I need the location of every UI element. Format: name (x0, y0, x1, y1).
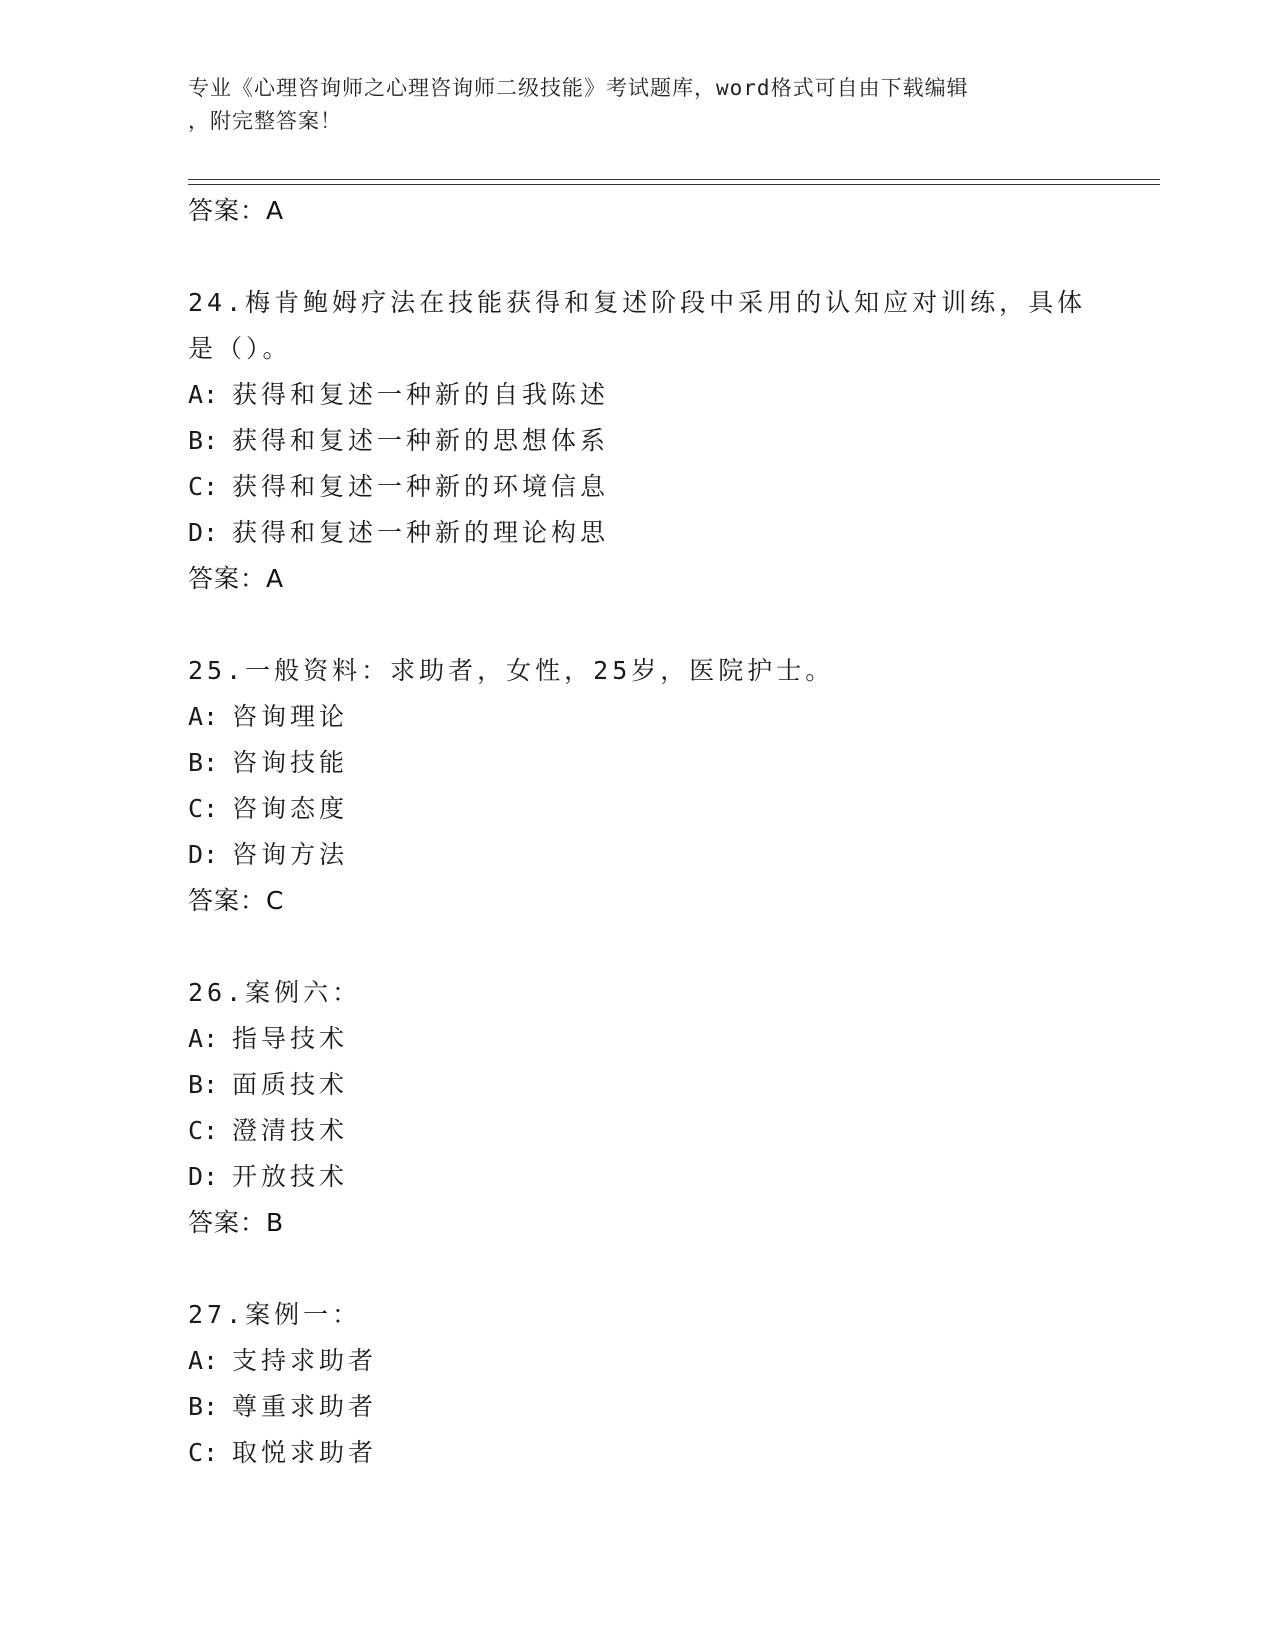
question-answer: 答案：B (188, 1208, 285, 1237)
question-list (188, 188, 1088, 1476)
answer-option (188, 510, 1088, 556)
option-key: B: (188, 748, 219, 777)
option-text: 取悦求助者 (232, 1438, 378, 1467)
question-stem: 是（）。 (188, 334, 292, 363)
question-answer: 答案：C (188, 886, 285, 915)
option-key: C: (188, 1438, 219, 1467)
option-key: B: (188, 426, 219, 455)
answer-option (188, 694, 1088, 740)
option-text: 咨询态度 (232, 794, 349, 823)
answer-option (188, 1338, 1088, 1384)
answer-option (188, 1108, 1088, 1154)
option-key: D: (188, 840, 219, 869)
answer-option (188, 786, 1088, 832)
previous-answer: 答案：A (188, 196, 285, 225)
option-key: A: (188, 1024, 219, 1053)
option-text: 获得和复述一种新的理论构思 (232, 518, 610, 547)
option-text: 咨询理论 (232, 702, 349, 731)
option-text: 支持求助者 (232, 1346, 378, 1375)
question-answer: 答案：A (188, 564, 285, 593)
option-key: B: (188, 1392, 219, 1421)
header-divider-bottom (188, 184, 1160, 185)
answer-option (188, 372, 1088, 418)
option-text: 指导技术 (232, 1024, 349, 1053)
option-key: D: (188, 1162, 219, 1191)
answer-option (188, 1384, 1088, 1430)
questions-container (188, 280, 1088, 1476)
question-block (188, 648, 1088, 924)
option-text: 咨询方法 (232, 840, 349, 869)
answer-option (188, 464, 1088, 510)
header-line-1: 专业《心理咨询师之心理咨询师二级技能》考试题库，word格式可自由下载编辑 (188, 76, 969, 100)
header-line-2: ，附完整答案！ (188, 109, 342, 133)
answer-option (188, 1016, 1088, 1062)
option-text: 获得和复述一种新的自我陈述 (232, 380, 610, 409)
option-text: 获得和复述一种新的环境信息 (232, 472, 610, 501)
header-divider-top (188, 179, 1160, 180)
option-key: C: (188, 794, 219, 823)
option-text: 面质技术 (232, 1070, 349, 1099)
option-key: A: (188, 1346, 219, 1375)
option-text: 获得和复述一种新的思想体系 (232, 426, 610, 455)
option-key: C: (188, 472, 219, 501)
option-text: 咨询技能 (232, 748, 349, 777)
question-block (188, 970, 1088, 1246)
answer-option (188, 418, 1088, 464)
question-block (188, 1292, 1088, 1476)
answer-option (188, 740, 1088, 786)
option-text: 尊重求助者 (232, 1392, 378, 1421)
option-text: 澄清技术 (232, 1116, 349, 1145)
option-text: 开放技术 (232, 1162, 349, 1191)
question-stem: 26.案例六： (188, 978, 362, 1007)
question-stem: 24.梅肯鲍姆疗法在技能获得和复述阶段中采用的认知应对训练，具体 (188, 288, 1087, 317)
question-stem: 25.一般资料：求助者，女性，25岁，医院护士。 (188, 656, 835, 685)
answer-option (188, 832, 1088, 878)
question-stem: 27.案例一： (188, 1300, 362, 1329)
question-block (188, 280, 1088, 602)
option-key: A: (188, 380, 219, 409)
answer-option (188, 1062, 1088, 1108)
answer-option (188, 1154, 1088, 1200)
option-key: B: (188, 1070, 219, 1099)
option-key: C: (188, 1116, 219, 1145)
option-key: A: (188, 702, 219, 731)
answer-option (188, 1430, 1088, 1476)
option-key: D: (188, 518, 219, 547)
document-header (188, 72, 1068, 138)
